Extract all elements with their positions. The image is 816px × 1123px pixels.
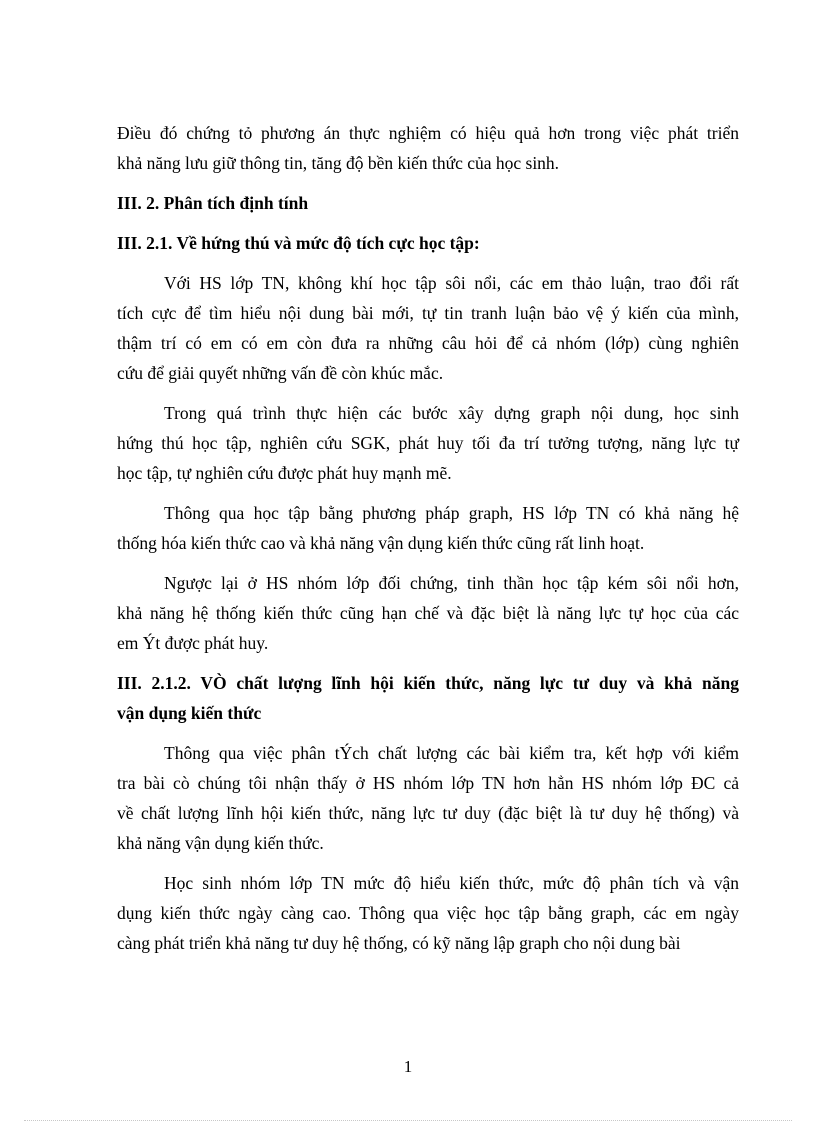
text-line: em Ýt được phát huy. bbox=[117, 633, 269, 653]
text-line: về chất lượng lĩnh hội kiến thức, năng lực tư duy (đặc biệt là tư duy hệ thống) và bbox=[117, 803, 739, 823]
text-line: Thông qua học tập bằng phương pháp graph, HS lớp TN có khả năng hệ bbox=[164, 503, 739, 523]
section-heading bbox=[117, 228, 739, 258]
body-paragraph bbox=[117, 398, 739, 488]
text-line: khả năng vận dụng kiến thức. bbox=[117, 833, 324, 853]
text-line: Trong quá trình thực hiện các bước xây dựng graph nội dung, học sinh bbox=[164, 403, 739, 423]
text-line: III. 2. Phân tích định tính bbox=[117, 193, 309, 213]
body-paragraph bbox=[117, 738, 739, 858]
page-number: 1 bbox=[403, 1057, 413, 1076]
text-line: thậm trí có em có em còn đưa ra những câu hỏi để cả nhóm (lớp) cùng nghiên bbox=[117, 333, 739, 353]
body-paragraph bbox=[117, 498, 739, 558]
text-line: Thông qua việc phân tÝch chất lượng các bài kiểm tra, kết hợp với kiểm bbox=[164, 743, 739, 763]
section-heading bbox=[117, 188, 739, 218]
text-line: III. 2.1.2. VÒ chất lượng lĩnh hội kiến thức, năng lực tư duy và khả năng bbox=[117, 673, 739, 693]
text-line: học tập, tự nghiên cứu được phát huy mạnh mẽ. bbox=[117, 463, 452, 483]
text-line: càng phát triển khả năng tư duy hệ thống, có kỹ năng lập graph cho nội dung bài bbox=[117, 933, 681, 953]
text-line: Ngược lại ở HS nhóm lớp đối chứng, tinh thần học tập kém sôi nổi hơn, bbox=[164, 573, 739, 593]
text-line: hứng thú học tập, nghiên cứu SGK, phát huy tối đa trí tưởng tượng, năng lực tự bbox=[117, 433, 739, 453]
text-line: Điều đó chứng tỏ phương án thực nghiệm có hiệu quả hơn trong việc phát triển bbox=[117, 123, 739, 143]
body-paragraph bbox=[117, 268, 739, 388]
text-line: khả năng lưu giữ thông tin, tăng độ bền kiến thức của học sinh. bbox=[117, 153, 560, 173]
text-line: vận dụng kiến thức bbox=[117, 703, 262, 723]
text-line: tích cực để tìm hiểu nội dung bài mới, tự tin tranh luận bảo vệ ý kiến của mình, bbox=[117, 303, 739, 323]
text-line: thống hóa kiến thức cao và khả năng vận dụng kiến thức cũng rất linh hoạt. bbox=[117, 533, 645, 553]
body-paragraph bbox=[117, 118, 739, 178]
text-line: Với HS lớp TN, không khí học tập sôi nổi, các em thảo luận, trao đổi rất bbox=[164, 273, 739, 293]
body-paragraph bbox=[117, 868, 739, 958]
text-line: cứu để giải quyết những vấn đề còn khúc mắc. bbox=[117, 363, 444, 383]
page-bottom-divider bbox=[24, 1120, 792, 1121]
section-heading bbox=[117, 668, 739, 728]
text-line: III. 2.1. Về hứng thú và mức độ tích cực học tập: bbox=[117, 233, 480, 253]
text-line: khả năng hệ thống kiến thức cũng hạn chế và đặc biệt là năng lực tự học của các bbox=[117, 603, 739, 623]
text-line: Học sinh nhóm lớp TN mức độ hiểu kiến thức, mức độ phân tích và vận bbox=[164, 873, 739, 893]
text-line: dụng kiến thức ngày càng cao. Thông qua việc học tập bằng graph, các em ngày bbox=[117, 903, 739, 923]
text-line: tra bài cò chúng tôi nhận thấy ở HS nhóm lớp TN hơn hẳn HS nhóm lớp ĐC cả bbox=[117, 773, 739, 793]
body-paragraph bbox=[117, 568, 739, 658]
document-page bbox=[117, 118, 739, 958]
